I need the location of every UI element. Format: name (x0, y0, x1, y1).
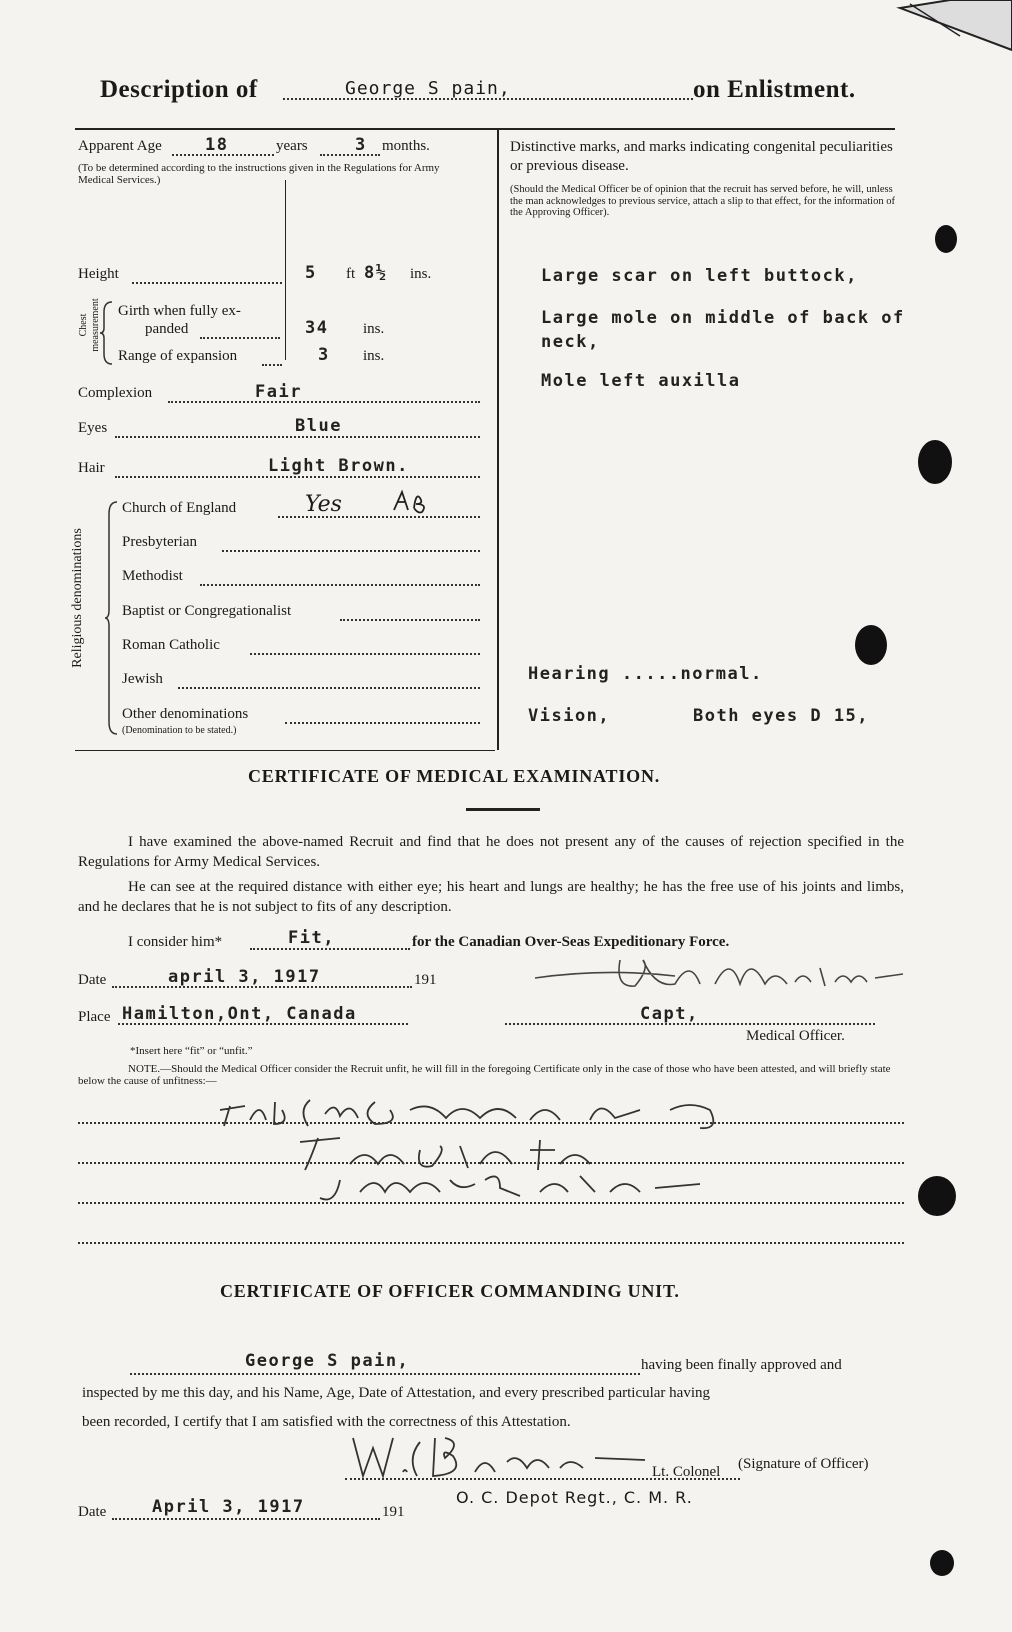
medical-officer-label: Medical Officer. (746, 1028, 845, 1044)
fitness-value: Fit, (288, 928, 335, 948)
medical-officer-signature (525, 948, 905, 1004)
consider-suffix: for the Canadian Over-Seas Expeditionary Force. (412, 934, 730, 950)
mark-4: Mole left auxilla (541, 371, 741, 391)
commanding-line-1: having been finally approved and (641, 1357, 842, 1373)
measure-divider (285, 180, 286, 360)
religion-presbyterian: Presbyterian (122, 534, 197, 550)
dotted-line (320, 154, 380, 156)
religion-other: Other denominations (122, 706, 249, 722)
religion-brace (105, 500, 119, 736)
dotted-line (200, 337, 280, 339)
title-prefix: Description of (100, 76, 258, 103)
religion-roman-catholic: Roman Catholic (122, 637, 220, 653)
consider-prefix: I consider him* (128, 934, 223, 950)
board-signatures (200, 1080, 770, 1210)
chest-side-label: Chest measurement (78, 298, 101, 352)
commanding-year-label: 191 (382, 1504, 405, 1520)
recruit-name: George S pain, (345, 78, 511, 99)
dotted-line (262, 364, 282, 366)
ink-blot (918, 440, 952, 484)
commanding-line-2: inspected by me this day, and his Name, Age, Date of Attestation, and every prescribed particular having (82, 1385, 711, 1401)
medical-certificate-title: CERTIFICATE OF MEDICAL EXAMINATION. (248, 766, 661, 786)
dotted-line (115, 476, 480, 478)
eyes-value: Blue (295, 416, 342, 436)
insert-note: *Insert here “fit” or “unfit.” (130, 1045, 253, 1057)
dotted-line (285, 722, 480, 724)
girth-label-1: Girth when fully ex- (118, 303, 241, 319)
dotted-line (178, 687, 480, 689)
ft-label: ft (346, 266, 356, 282)
religion-baptist: Baptist or Congregationalist (122, 603, 292, 619)
age-months: 3 (355, 135, 367, 155)
dotted-line (222, 550, 480, 552)
dotted-line (168, 401, 480, 403)
prior-service-note: (Should the Medical Officer be of opinion that the recruit has served before, he will, unless the man acknowledges to previous service, attach a slip to that effect, for the information of the Approving Officer). (510, 184, 895, 218)
dotted-line (130, 1373, 640, 1375)
range-label: Range of expansion (118, 348, 238, 364)
dotted-line (132, 282, 282, 284)
religion-yes: Yes (305, 492, 342, 517)
medical-paragraph-1: I have examined the above-named Recruit and find that he does not present any of the causes of rejection specified in the Regulations for Army Medical Services. (78, 834, 904, 870)
religion-methodist: Methodist (122, 568, 183, 584)
initials-mark (390, 488, 440, 516)
medical-place-value: Hamilton,Ont, Canada (122, 1004, 357, 1024)
commanding-date-label: Date (78, 1504, 107, 1520)
height-in: 8½ (364, 263, 388, 283)
ink-blot (930, 1550, 954, 1576)
mark-3: neck, (541, 332, 600, 352)
signature-of-officer-label: (Signature of Officer) (738, 1456, 869, 1472)
dotted-line (115, 436, 480, 438)
months-label: months. (382, 138, 430, 154)
ink-blot (918, 1176, 956, 1216)
ins-label: ins. (410, 266, 432, 282)
vision-label: Vision, (528, 706, 611, 726)
girth-label-2: panded (145, 321, 189, 337)
dotted-line (200, 584, 480, 586)
commanding-certificate-title: CERTIFICATE OF OFFICER COMMANDING UNIT. (220, 1281, 680, 1301)
age-label: Apparent Age (78, 138, 162, 154)
medical-year-label: 191 (414, 972, 437, 988)
commanding-recruit-name: George S pain, (245, 1351, 410, 1371)
range-unit: ins. (363, 348, 385, 364)
range-value: 3 (318, 345, 330, 365)
torn-corner (890, 0, 1012, 60)
religion-church-of-england: Church of England (122, 500, 237, 516)
eyes-label: Eyes (78, 420, 108, 436)
medical-paragraph-2: He can see at the required distance with either eye; his heart and lungs are healthy; he has the free use of his joints and limbs, and he declares that he is not subject to fits of any description. (78, 879, 904, 915)
years-label: years (276, 138, 308, 154)
complexion-value: Fair (255, 382, 302, 402)
mark-1: Large scar on left buttock, (541, 266, 858, 286)
medical-date-value: april 3, 1917 (168, 967, 321, 987)
distinctive-marks-heading: Distinctive marks, and marks indicating congenital peculiarities or previous disease. (510, 139, 893, 174)
dotted-line (250, 948, 410, 950)
medical-date-label: Date (78, 972, 107, 988)
height-label: Height (78, 266, 119, 282)
unfit-note: NOTE.—Should the Medical Officer consider the Recruit unfit, he will fill in the foregoing Certificate only in the case of those who have been attested, and will briefly state below the cause of unfitness:— (78, 1063, 891, 1087)
commanding-line-3: been recorded, I certify that I am satisfied with the correctness of this Attestation. (82, 1414, 571, 1430)
dotted-line (112, 1518, 380, 1520)
ink-blot (855, 625, 887, 665)
title-suffix: on Enlistment. (693, 76, 856, 103)
height-ft: 5 (305, 263, 317, 283)
hair-label: Hair (78, 460, 105, 476)
vision-value: Both eyes D 15, (693, 706, 870, 726)
complexion-label: Complexion (78, 385, 153, 401)
column-divider (497, 128, 499, 750)
medical-officer-rank: Capt, (640, 1004, 699, 1024)
dotted-line (78, 1242, 904, 1244)
mark-2: Large mole on middle of back of (541, 308, 905, 328)
dotted-line (250, 653, 480, 655)
chest-brace (100, 300, 114, 366)
title-rule (466, 808, 540, 811)
commanding-unit: O. C. Depot Regt., C. M. R. (456, 1488, 693, 1507)
religion-side-label: Religious denominations (70, 528, 85, 668)
top-rule (75, 128, 895, 130)
left-bottom-rule (75, 750, 495, 751)
commanding-rank: Lt. Colonel (652, 1464, 721, 1480)
age-years: 18 (205, 135, 229, 155)
hearing: Hearing .....normal. (528, 664, 763, 684)
religion-jewish: Jewish (122, 671, 163, 687)
ink-blot (935, 225, 957, 253)
hair-value: Light Brown. (268, 456, 409, 476)
denomination-note: (Denomination to be stated.) (122, 725, 237, 736)
commanding-date-value: April 3, 1917 (152, 1497, 305, 1517)
age-note: (To be determined according to the instructions given in the Regulations for Army Medical Services.) (78, 162, 440, 186)
medical-place-label: Place (78, 1009, 111, 1025)
girth-unit: ins. (363, 321, 385, 337)
girth-value: 34 (305, 318, 329, 338)
dotted-line (340, 619, 480, 621)
